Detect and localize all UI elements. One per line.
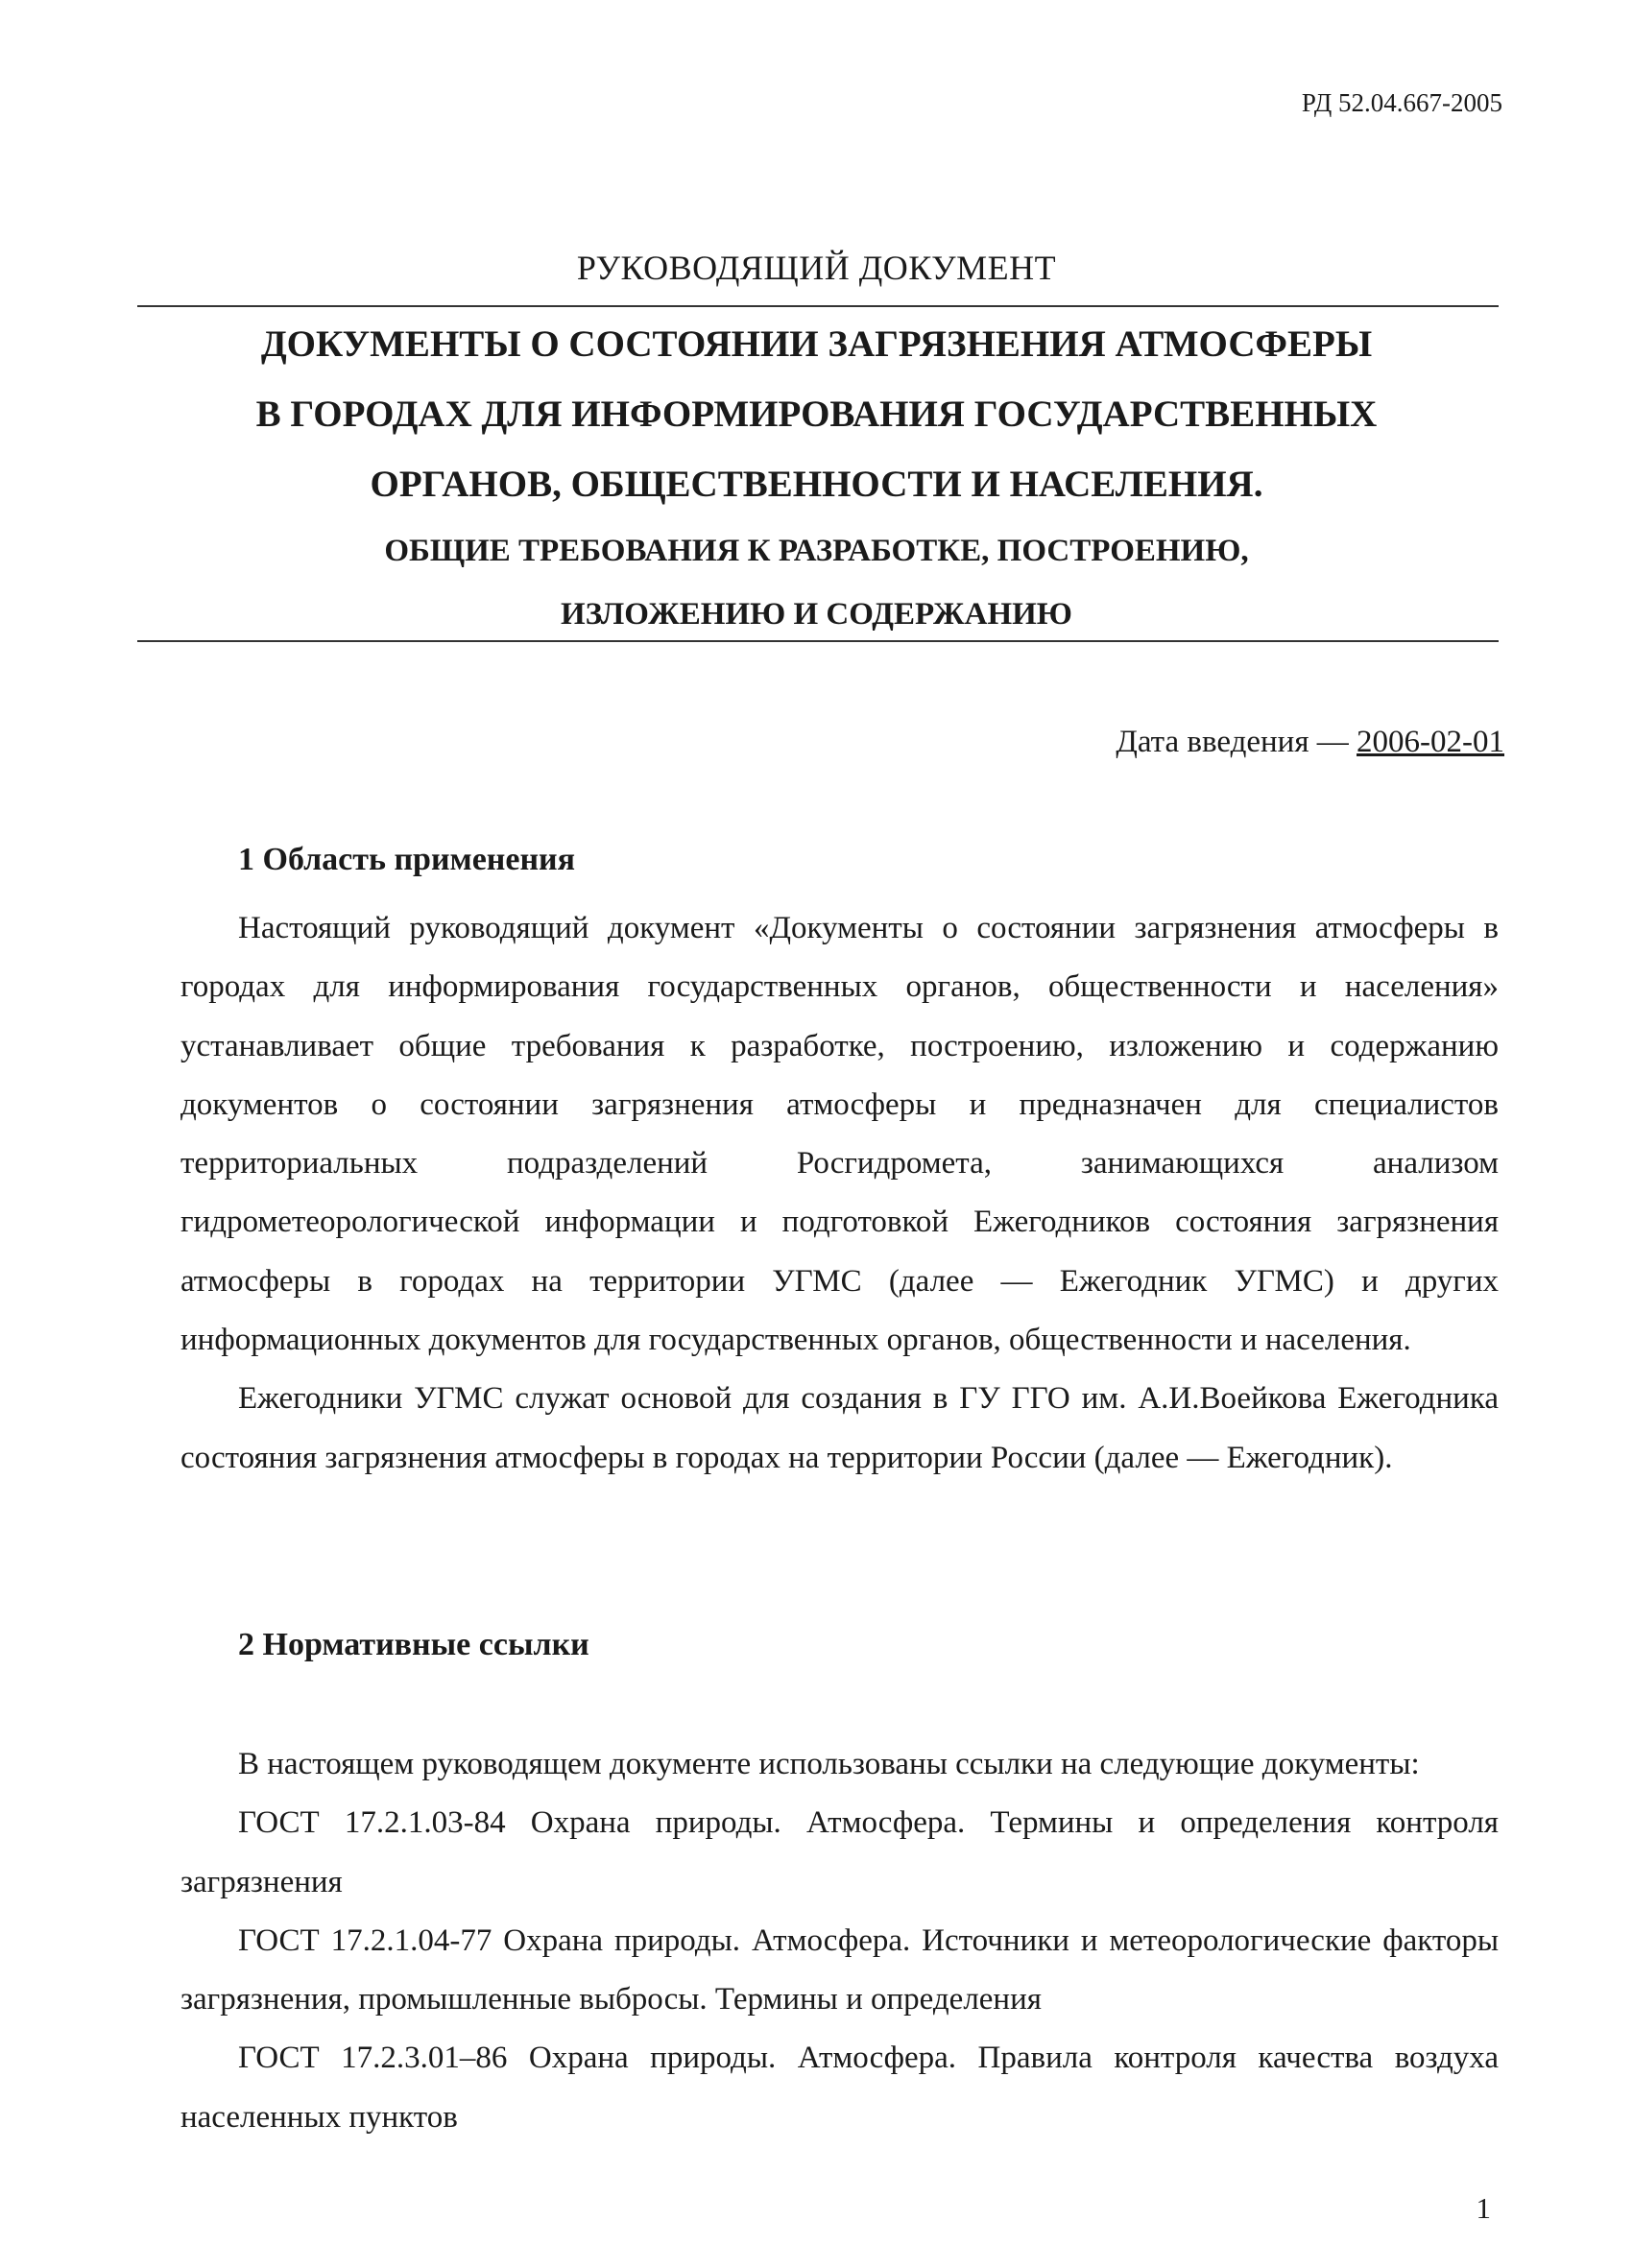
reference-item: ГОСТ 17.2.1.04-77 Охрана природы. Атмосфера. Источники и метеорологические факторы загрязнения, промышленные выбросы. Термины и определения: [180, 1922, 1499, 2017]
introduction-date-label: Дата введения —: [1116, 725, 1349, 759]
title-line: В ГОРОДАХ ДЛЯ ИНФОРМИРОВАНИЯ ГОСУДАРСТВЕННЫХ: [255, 394, 1378, 435]
section-scope-body: [180, 899, 1499, 1488]
section-heading-scope: 1 Область применения: [238, 842, 576, 877]
subtitle-line: ОБЩИЕ ТРЕБОВАНИЯ К РАЗРАБОТКЕ, ПОСТРОЕНИЮ,: [384, 534, 1249, 568]
introduction-date-value: 2006-02-01: [1357, 725, 1504, 759]
introduction-date: [1116, 725, 1504, 760]
title-top-rule: [137, 305, 1499, 307]
title-line: ОРГАНОВ, ОБЩЕСТВЕННОСТИ И НАСЕЛЕНИЯ.: [370, 464, 1263, 505]
paragraph: Ежегодники УГМС служат основой для создания в ГУ ГГО им. А.И.Воейкова Ежегодника состояния загрязнения атмосферы в городах на территории России (далее — Ежегодник).: [180, 1381, 1499, 1475]
document-title: [0, 309, 1633, 646]
document-type: РУКОВОДЯЩИЙ ДОКУМЕНТ: [576, 249, 1057, 287]
reference-item: ГОСТ 17.2.3.01–86 Охрана природы. Атмосфера. Правила контроля качества воздуха населенных пунктов: [180, 2041, 1499, 2135]
paragraph: Настоящий руководящий документ «Документы о состоянии загрязнения атмосферы в городах для информирования государственных органов, общественности и населения» устанавливает общие требования к разработке, построению, изложению и содержанию документов о состоянии загрязнения атмосферы и предназначен для специалистов территориальных подразделений Росгидромета, занимающихся анализом гидрометеорологической информации и подготовкой Ежегодников состояния загрязнения атмосферы в городах на территории УГМС (далее — Ежегодник УГМС) и других информационных документов для государственных органов, общественности и населения.: [180, 911, 1499, 1358]
section-heading-normative-references: 2 Нормативные ссылки: [238, 1627, 589, 1662]
title-line: ДОКУМЕНТЫ О СОСТОЯНИИ ЗАГРЯЗНЕНИЯ АТМОСФЕРЫ: [260, 323, 1373, 365]
subtitle-line: ИЗЛОЖЕНИЮ И СОДЕРЖАНИЮ: [561, 597, 1072, 632]
title-bottom-rule: [137, 640, 1499, 642]
page-number: 1: [1476, 2191, 1491, 2225]
paragraph: В настоящем руководящем документе использованы ссылки на следующие документы:: [238, 1747, 1420, 1781]
section-references-body: [180, 1735, 1499, 2147]
document-code: РД 52.04.667-2005: [1301, 88, 1502, 117]
reference-item: ГОСТ 17.2.1.03-84 Охрана природы. Атмосфера. Термины и определения контроля загрязнения: [180, 1805, 1499, 1899]
